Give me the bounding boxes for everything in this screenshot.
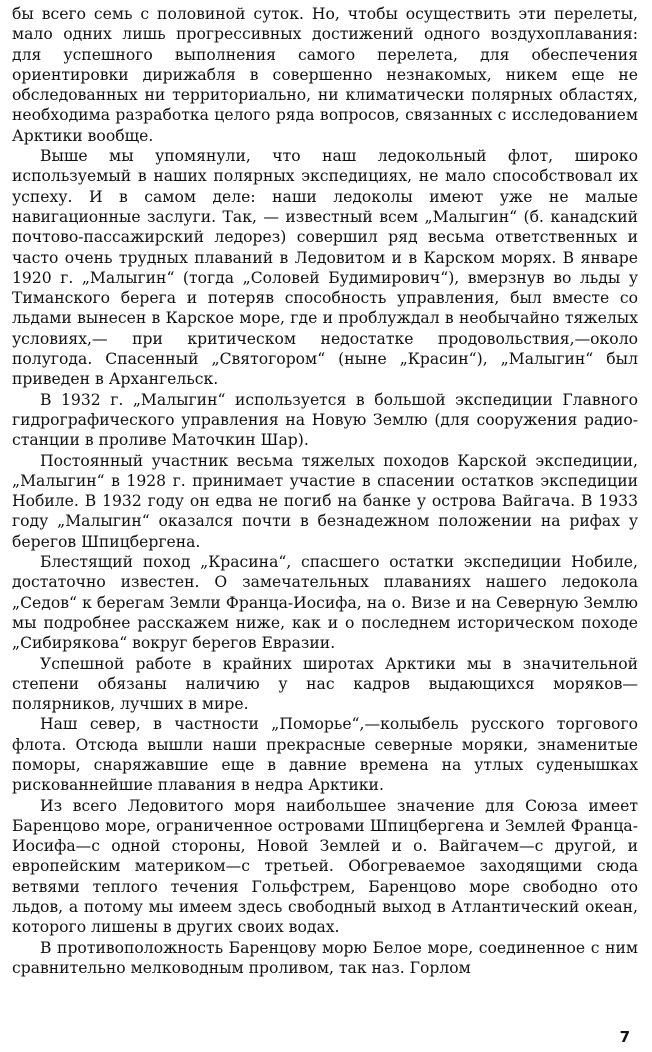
paragraph-1: бы всего семь с половиной суток. Но, чтобы осуществить эти перелеты, мало одних лишь прогрессивных достижений одного воздухоплавания: для успешного выполнения самого перелета, для обеспечения ориентировки дирижабля в совершенно незнакомых, никем еще не обследованных ни территориально, ни климатически полярных областях, необходима разработка целого ряда вопросов, связанных с исследованием Арктики вообще. (12, 5, 638, 145)
page-number: 7 (619, 1028, 630, 1046)
paragraph-2: Выше мы упомянули, что наш ледокольный флот, широко используемый в наших полярных экспедициях, не мало способствовал их успеху. И в самом деле: наши ледоколы имеют уже не малые навигационные заслуги. Так, — известный всем „Малыгин“ (б. канадский почтово-пассажирский ледорез) совершил ряд весьма ответственных и часто очень трудных плаваний в Ледовитом и в Карском морях. В январе 1920 г. „Малыгин“ (тогда „Соловей Будимирович“), вмерзнув во льды у Тиманского берега и потеряв способность управления, был вместе со льдами вынесен в Карское море, где и проблуждал в необычайно тяжелых условиях,— при критическом недостатке продовольствия,—около полугода. Спасенный „Святогором“ (ныне „Красин“), „Малыгин“ был приведен в Архангельск. (12, 147, 638, 389)
paragraph-3: В 1932 г. „Малыгин“ используется в большой экспедиции Главного гидрографического управления на Новую Землю (для сооружения радио-станции в проливе Маточкин Шар). (12, 390, 638, 450)
book-page (12, 4, 638, 1048)
paragraph-5: Блестящий поход „Красина“, спасшего остатки экспедиции Нобиле, достаточно известен. О замечательных плаваниях нашего ледокола „Седов“ к берегам Земли Франца-Иосифа, на о. Визе и на Северную Землю мы подробнее расскажем ниже, как и о последнем историческом походе „Сибирякова“ вокруг берегов Евразии. (12, 553, 638, 653)
paragraph-8: Из всего Ледовитого моря наибольшее значение для Союза имеет Баренцово море, ограниченное островами Шпицбергена и Землей Франца-Иосифа—с одной стороны, Новой Землей и о. Вайгачем—с другой, и европейским материком—с третьей. Обогреваемое заходящими сюда ветвями теплого течения Гольфстрем, Баренцово море свободно ото льдов, а потому мы имеем здесь свободный выход в Атлантический океан, которого лишены в других своих водах. (12, 796, 638, 937)
paragraph-7: Наш север, в частности „Поморье“,—колыбель русского торгового флота. Отсюда вышли наши прекрасные северные моряки, знаменитые поморы, снаряжавшие еще в давние времена на утлых суденышках рискованнейшие плавания в недра Арктики. (12, 715, 638, 795)
paragraph-6: Успешной работе в крайних широтах Арктики мы в значительной степени обязаны наличию у нас кадров выдающихся моряков—полярников, лучших в мире. (12, 654, 638, 714)
paragraph-9: В противоположность Баренцову морю Белое море, соединенное с ним сравнительно мелководным проливом, так наз. Горлом (12, 938, 638, 977)
paragraph-4: Постоянный участник весьма тяжелых походов Карской экспедиции, „Малыгин“ в 1928 г. принимает участие в спасении остатков экспедиции Нобиле. В 1932 году он едва не погиб на банке у острова Вайгача. В 1933 году „Малыгин“ оказался почти в безнадежном положении на рифах у берегов Шпицбергена. (12, 451, 638, 551)
